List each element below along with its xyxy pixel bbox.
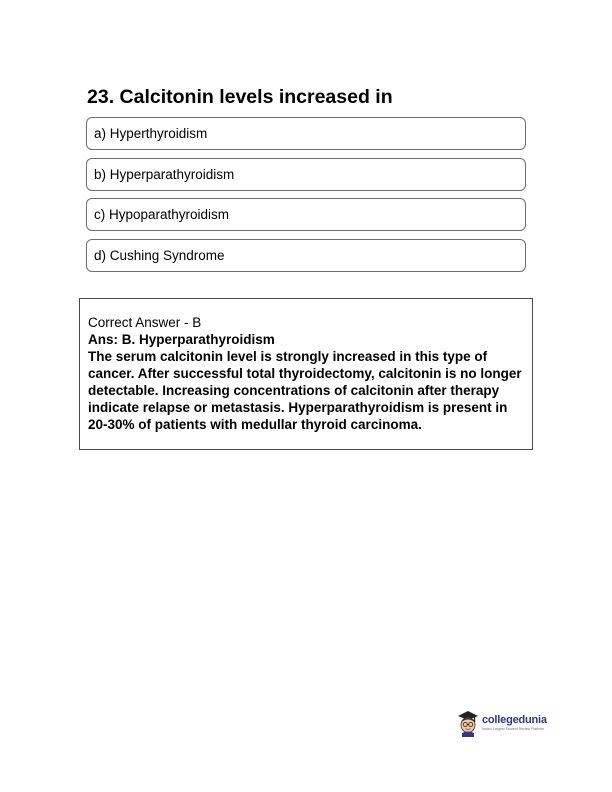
option-d-label: d) Cushing Syndrome	[94, 247, 225, 263]
option-d[interactable]	[86, 239, 526, 272]
options-list	[86, 117, 526, 279]
option-a[interactable]	[86, 117, 526, 150]
collegedunia-logo	[456, 706, 560, 740]
answer-box	[79, 298, 533, 450]
option-b[interactable]	[86, 158, 526, 191]
option-c[interactable]	[86, 198, 526, 231]
answer-explanation: The serum calcitonin level is strongly increased in this type of cancer. After successful total thyroidectomy, calcitonin is no longer detectable. Increasing concentrations of calcitonin after therapy indicate relapse or metastasis. Hyperparathyroidism is present in 20-30% of patients with medullar thyroid carcinoma.	[88, 349, 522, 432]
option-c-label: c) Hypoparathyroidism	[94, 207, 230, 222]
correct-answer-line: Correct Answer - B	[88, 315, 202, 330]
logo-tagline: India's Largest Student Review Platform	[482, 726, 545, 731]
option-b-label: b) Hyperparathyroidism	[94, 166, 235, 182]
option-a-label: a) Hyperthyroidism	[94, 126, 208, 141]
question-title: 23. Calcitonin levels increased in	[87, 86, 393, 108]
answer-heading: Ans: B. Hyperparathyroidism	[88, 332, 275, 347]
logo-name: collegedunia	[482, 713, 547, 726]
mascot-icon	[456, 709, 480, 737]
